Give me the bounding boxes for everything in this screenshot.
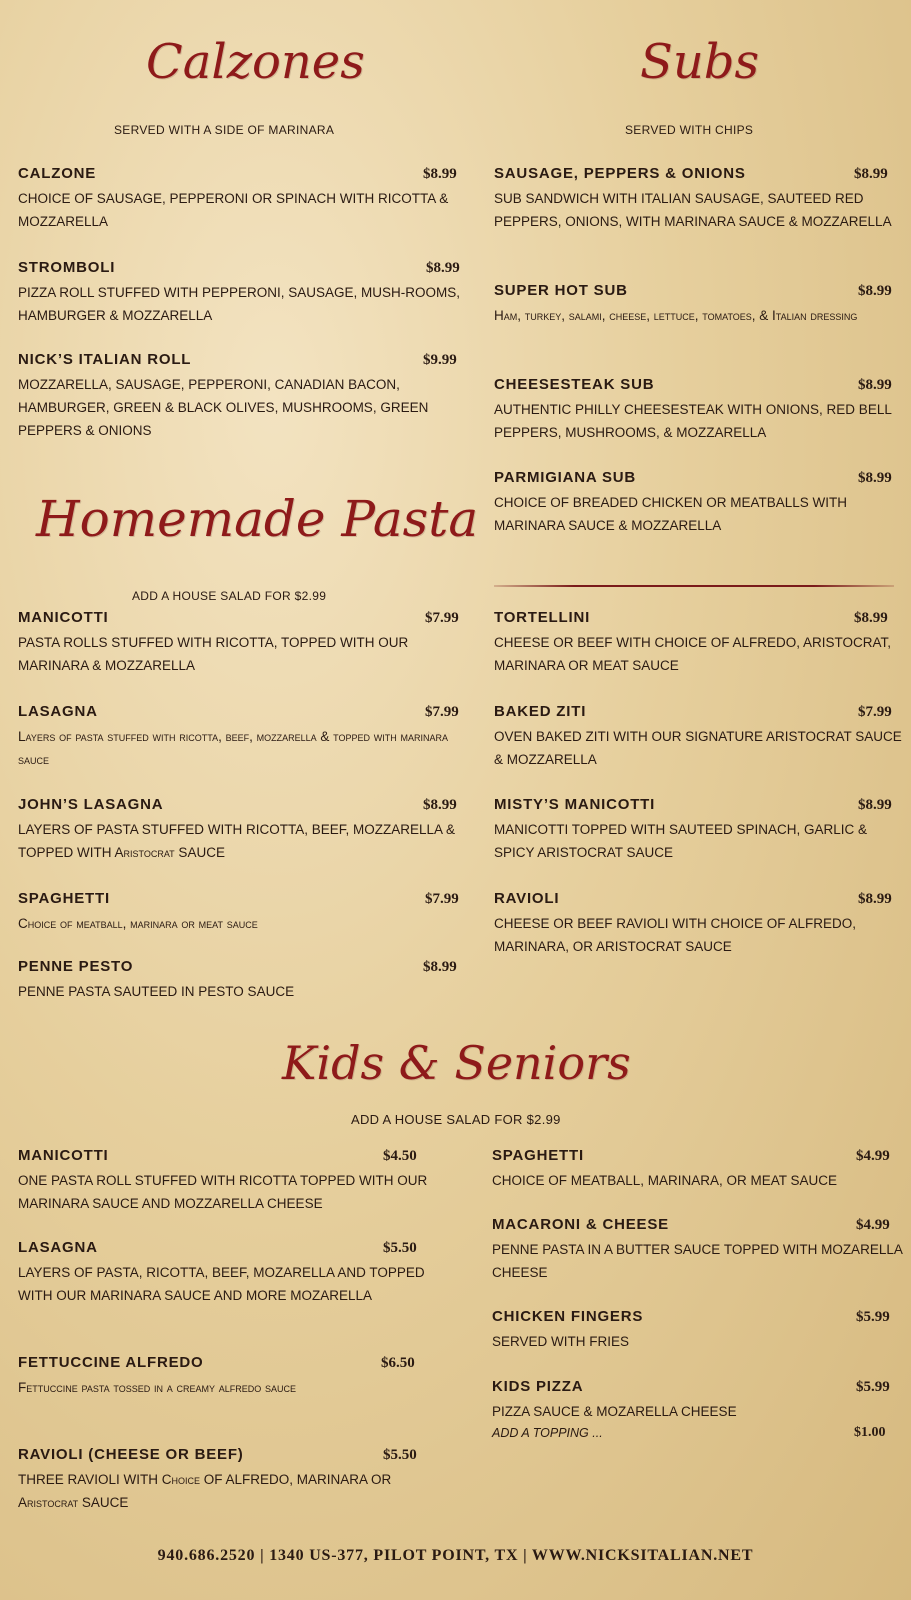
contact-footer: 940.686.2520 | 1340 US-377, PILOT POINT, TX | WWW.NICKSITALIAN.NET bbox=[157, 1547, 754, 1564]
kids-title: Kids & Seniors bbox=[282, 1036, 631, 1090]
item-description: LAYERS OF PASTA STUFFED WITH RICOTTA, BEEF, MOZZARELLA & TOPPED WITH Aristocrat SAUCE bbox=[18, 822, 456, 860]
item-name: CALZONE bbox=[18, 165, 97, 182]
item-name: KIDS PIZZA bbox=[492, 1378, 584, 1395]
calzones-subtitle: SERVED WITH A SIDE OF MARINARA bbox=[114, 123, 335, 137]
item-description: CHOICE OF MEATBALL, MARINARA, OR MEAT SAUCE bbox=[492, 1173, 838, 1188]
item-description: Ham, turkey, salami, cheese, lettuce, tomatoes, & Italian dressing bbox=[494, 308, 858, 323]
item-name: MANICOTTI bbox=[18, 1147, 109, 1164]
item-description: OVEN BAKED ZITI WITH OUR SIGNATURE ARISTOCRAT SAUCE & MOZZARELLA bbox=[494, 729, 902, 767]
item-name: LASAGNA bbox=[18, 703, 98, 720]
item-price: $8.99 bbox=[426, 260, 460, 276]
item-price: $5.50 bbox=[383, 1240, 417, 1256]
item-description: Fettuccine pasta tossed in a creamy alfredo sauce bbox=[18, 1380, 297, 1395]
item-description: CHOICE OF BREADED CHICKEN OR MEATBALLS WITH MARINARA SAUCE & MOZZARELLA bbox=[494, 495, 848, 533]
item-description: LAYERS OF PASTA, RICOTTA, BEEF, MOZARELLA AND TOPPED WITH OUR MARINARA SAUCE AND MORE MOZARELLA bbox=[18, 1265, 425, 1303]
item-name: SAUSAGE, PEPPERS & ONIONS bbox=[494, 165, 746, 182]
item-name: BAKED ZITI bbox=[494, 703, 587, 720]
menu-item-macaroni-cheese bbox=[492, 1214, 904, 1284]
item-description: CHOICE OF SAUSAGE, PEPPERONI OR SPINACH WITH RICOTTA & MOZZARELLA bbox=[18, 191, 449, 229]
menu-item-penne-pesto bbox=[18, 956, 468, 1003]
item-price: $8.99 bbox=[858, 283, 892, 299]
item-description: THREE RAVIOLI WITH Choice OF ALFREDO, MARINARA OR Aristocrat SAUCE bbox=[18, 1472, 392, 1510]
addon-price: $1.00 bbox=[854, 1425, 886, 1440]
menu-item-kids-ravioli bbox=[18, 1444, 428, 1514]
item-name: LASAGNA bbox=[18, 1239, 98, 1256]
section-divider bbox=[494, 585, 894, 587]
item-name: CHICKEN FINGERS bbox=[492, 1308, 644, 1325]
item-name: SUPER HOT SUB bbox=[494, 282, 628, 299]
item-price: $9.99 bbox=[423, 352, 457, 368]
item-price: $8.99 bbox=[423, 166, 457, 182]
item-name: TORTELLINI bbox=[494, 609, 591, 626]
item-price: $8.99 bbox=[858, 470, 892, 486]
menu-item-nicks-italian-roll bbox=[18, 349, 468, 442]
item-description: PIZZA ROLL STUFFED WITH PEPPERONI, SAUSAGE, MUSH-ROOMS, HAMBURGER & MOZZARELLA bbox=[18, 285, 461, 323]
item-description: SUB SANDWICH WITH ITALIAN SAUSAGE, SAUTEED RED PEPPERS, ONIONS, WITH MARINARA SAUCE & MOZZARELLA bbox=[494, 191, 892, 229]
item-price: $4.99 bbox=[856, 1148, 890, 1164]
item-description: PASTA ROLLS STUFFED WITH RICOTTA, TOPPED WITH OUR MARINARA & MOZZARELLA bbox=[18, 635, 409, 673]
item-name: RAVIOLI bbox=[494, 890, 560, 907]
item-name: NICK’S ITALIAN ROLL bbox=[18, 351, 192, 368]
item-description: Layers of pasta stuffed with ricotta, beef, mozzarella & topped with marinara sauce bbox=[18, 729, 448, 767]
menu-item-sausage-peppers-onions bbox=[494, 163, 904, 233]
menu-item-ravioli bbox=[494, 888, 904, 958]
menu-item-baked-ziti bbox=[494, 701, 904, 771]
item-description: CHEESE OR BEEF WITH CHOICE OF ALFREDO, ARISTOCRAT, MARINARA OR MEAT SAUCE bbox=[494, 635, 892, 673]
menu-item-tortellini bbox=[494, 607, 904, 677]
kids-subtitle: ADD A HOUSE SALAD FOR $2.99 bbox=[351, 1112, 561, 1127]
item-name: MANICOTTI bbox=[18, 609, 109, 626]
item-price: $7.99 bbox=[425, 704, 459, 720]
item-description: PENNE PASTA SAUTEED IN PESTO SAUCE bbox=[18, 984, 295, 999]
item-description: ONE PASTA ROLL STUFFED WITH RICOTTA TOPPED WITH OUR MARINARA SAUCE AND MOZZARELLA CHEESE bbox=[18, 1173, 428, 1211]
item-description: CHEESE OR BEEF RAVIOLI WITH CHOICE OF ALFREDO, MARINARA, OR ARISTOCRAT SAUCE bbox=[494, 916, 857, 954]
item-price: $7.99 bbox=[858, 704, 892, 720]
pasta-title: Homemade Pasta bbox=[36, 490, 479, 548]
item-price: $6.50 bbox=[381, 1355, 415, 1371]
menu-item-lasagna bbox=[18, 701, 468, 771]
item-description: Choice of meatball, marinara or meat sauce bbox=[18, 916, 258, 931]
subs-title: Subs bbox=[640, 34, 760, 90]
item-price: $7.99 bbox=[425, 891, 459, 907]
item-name: CHEESESTEAK SUB bbox=[494, 376, 655, 393]
item-name: MISTY’S MANICOTTI bbox=[494, 796, 656, 813]
item-description: MANICOTTI TOPPED WITH SAUTEED SPINACH, GARLIC & SPICY ARISTOCRAT SAUCE bbox=[494, 822, 868, 860]
menu-item-kids-lasagna bbox=[18, 1237, 428, 1307]
addon-label: ADD A TOPPING ... bbox=[492, 1426, 603, 1440]
menu-item-kids-manicotti bbox=[18, 1145, 448, 1215]
item-price: $8.99 bbox=[858, 377, 892, 393]
item-name: JOHN’S LASAGNA bbox=[18, 796, 164, 813]
item-name: MACARONI & CHEESE bbox=[492, 1216, 669, 1233]
menu-item-johns-lasagna bbox=[18, 794, 468, 864]
item-price: $8.99 bbox=[858, 891, 892, 907]
item-name: PENNE PESTO bbox=[18, 958, 134, 975]
menu-item-super-hot-sub bbox=[494, 280, 904, 327]
menu-item-cheesesteak-sub bbox=[494, 374, 904, 444]
item-description: PENNE PASTA IN A BUTTER SAUCE TOPPED WITH MOZARELLA CHEESE bbox=[492, 1242, 903, 1280]
item-description: AUTHENTIC PHILLY CHEESESTEAK WITH ONIONS, RED BELL PEPPERS, MUSHROOMS, & MOZZARELLA bbox=[494, 402, 892, 440]
item-description: SERVED WITH FRIES bbox=[492, 1334, 630, 1349]
menu-item-chicken-fingers bbox=[492, 1306, 904, 1353]
item-price: $5.99 bbox=[856, 1379, 890, 1395]
item-name: FETTUCCINE ALFREDO bbox=[18, 1354, 204, 1371]
item-name: PARMIGIANA SUB bbox=[494, 469, 637, 486]
menu-item-fettuccine-alfredo bbox=[18, 1352, 428, 1399]
item-description: MOZZARELLA, SAUSAGE, PEPPERONI, CANADIAN BACON, HAMBURGER, GREEN & BLACK OLIVES, MUSHROOMS, GREEN PEPPERS & ONIONS bbox=[18, 377, 429, 438]
item-price: $8.99 bbox=[423, 959, 457, 975]
item-price: $8.99 bbox=[858, 797, 892, 813]
item-name: SPAGHETTI bbox=[18, 890, 110, 907]
item-name: STROMBOLI bbox=[18, 259, 116, 276]
menu-item-kids-pizza bbox=[492, 1376, 904, 1443]
pasta-subtitle: ADD A HOUSE SALAD FOR $2.99 bbox=[132, 589, 327, 603]
menu-item-stromboli bbox=[18, 257, 468, 327]
calzones-title: Calzones bbox=[146, 34, 365, 90]
item-price: $5.50 bbox=[383, 1447, 417, 1463]
subs-subtitle: SERVED WITH CHIPS bbox=[625, 123, 754, 137]
menu-item-parmigiana-sub bbox=[494, 467, 904, 537]
item-price: $4.99 bbox=[856, 1217, 890, 1233]
item-price: $4.50 bbox=[383, 1148, 417, 1164]
topping-addon bbox=[492, 1423, 904, 1443]
item-name: RAVIOLI (CHEESE OR BEEF) bbox=[18, 1446, 244, 1463]
menu-item-mistys-manicotti bbox=[494, 794, 904, 864]
item-name: SPAGHETTI bbox=[492, 1147, 584, 1164]
item-price: $8.99 bbox=[423, 797, 457, 813]
item-price: $5.99 bbox=[856, 1309, 890, 1325]
menu-item-manicotti bbox=[18, 607, 468, 677]
menu-item-kids-spaghetti bbox=[492, 1145, 904, 1192]
item-price: $8.99 bbox=[854, 166, 888, 182]
menu-item-calzone bbox=[18, 163, 468, 233]
item-price: $7.99 bbox=[425, 610, 459, 626]
item-price: $8.99 bbox=[854, 610, 888, 626]
menu-item-spaghetti bbox=[18, 888, 468, 935]
item-description: PIZZA SAUCE & MOZARELLA CHEESE bbox=[492, 1404, 737, 1419]
